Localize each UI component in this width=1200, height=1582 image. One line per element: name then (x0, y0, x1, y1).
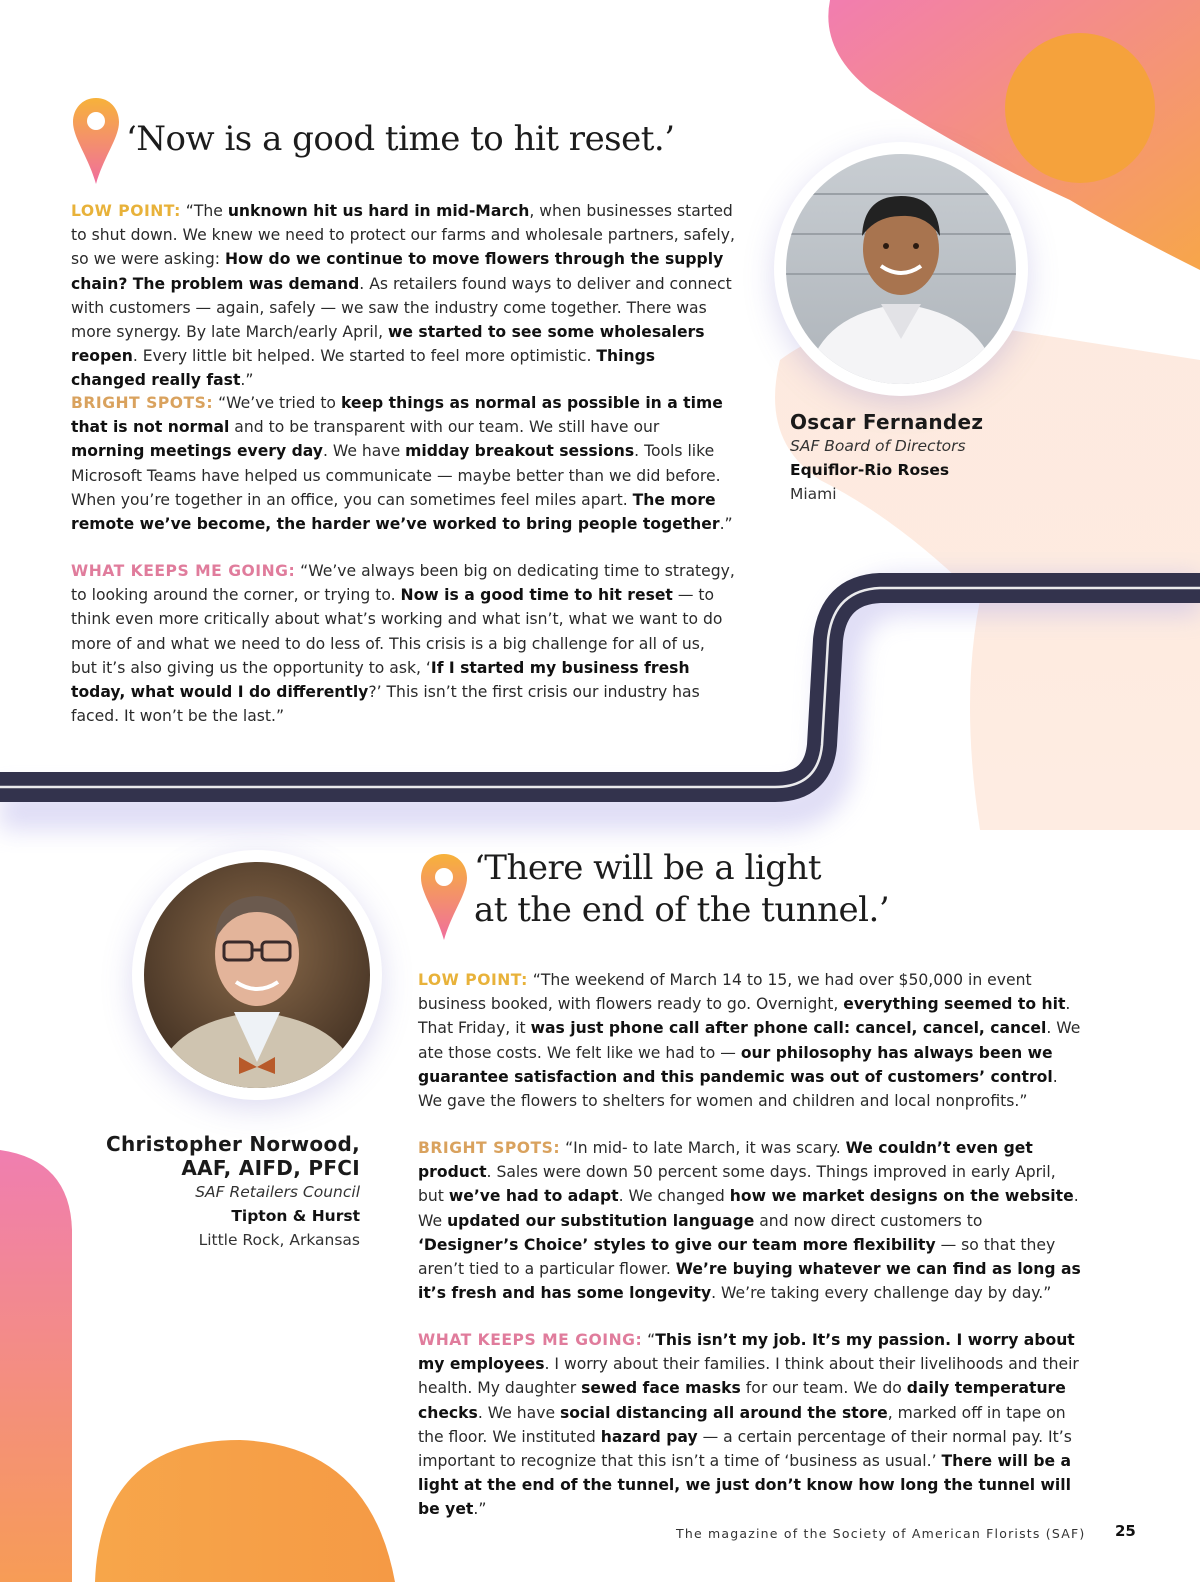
bright-spots-label: BRIGHT SPOTS: (71, 394, 214, 412)
emphasis-text: This isn’t my job. It’s my passion. I worry about my employees (418, 1331, 1075, 1374)
portrait-christopher-norwood (132, 850, 382, 1100)
headline-line-1: ‘There will be a light (474, 848, 822, 888)
emphasis-text: sewed face masks (581, 1379, 741, 1398)
low-point-label: LOW POINT: (71, 202, 181, 220)
emphasis-text: How do we continue to move flowers through the supply chain? The problem was demand (71, 250, 724, 293)
low-point-paragraph-2 (418, 968, 1084, 1113)
bright-spots-paragraph-1 (71, 391, 735, 536)
person-role: SAF Board of Directors (790, 437, 966, 455)
person-photo-icon (144, 862, 370, 1088)
orange-circle (1005, 33, 1155, 183)
bright-spots-label: BRIGHT SPOTS: (418, 1139, 561, 1157)
headline-article-2 (474, 847, 889, 931)
person-city: Little Rock, Arkansas (198, 1231, 360, 1249)
emphasis-text: ‘Designer’s Choice’ styles to give our team more flexibility (418, 1235, 936, 1254)
person-caption-2 (60, 1132, 360, 1252)
emphasis-text: We’re buying whatever we can find as long as it’s fresh and has some longevity (418, 1260, 1081, 1303)
person-name-line-2: AAF, AIFD, PFCI (181, 1156, 360, 1180)
emphasis-text: morning meetings every day (71, 442, 323, 461)
headline-line-2: at the end of the tunnel.’ (474, 890, 890, 930)
location-pin-icon (70, 96, 122, 186)
person-caption-1 (790, 410, 983, 506)
keeps-going-text: “We’ve always been big on dedicating time to strategy, to looking around the corner, or trying to. Now is a good time to hit reset — to think even more critically about what’s working and what isn’t, what we want to do more of and what we need to do less of. This crisis is a big challenge for all of us, but it’s also giving us the opportunity to ask, ‘If I started my business fresh today, what would I do differently?’ This isn’t the first crisis our industry has faced. It won’t be the last.” (71, 562, 735, 726)
bright-spots-text: “We’ve tried to keep things as normal as possible in a time that is not normal and to be transparent with our team. We still have our morning meetings every day. We have midday breakout sessions. Tools like Microsoft Teams have helped us communicate — maybe better than we did before. When you’re together in an office, you can sometimes feel miles apart. The more remote we’ve become, the harder we’ve worked to bring people together.” (71, 394, 733, 534)
emphasis-text: how we market designs on the website (729, 1187, 1074, 1206)
bright-spots-paragraph-2 (418, 1136, 1084, 1305)
portrait-oscar-fernandez (774, 142, 1028, 396)
person-company: Equiflor-Rio Roses (790, 461, 950, 479)
person-role: SAF Retailers Council (195, 1183, 360, 1201)
emphasis-text: keep things as normal as possible in a time that is not normal (71, 394, 723, 437)
emphasis-text: daily temperature checks (418, 1379, 1066, 1422)
emphasis-text: The more remote we’ve become, the harder we’ve worked to bring people together (71, 490, 720, 534)
low-point-paragraph-1 (71, 199, 735, 393)
emphasis-text: We couldn’t even get product (418, 1139, 1033, 1182)
emphasis-text: Things changed really fast (71, 347, 656, 390)
person-name-line-1: Christopher Norwood, (106, 1132, 360, 1156)
emphasis-text: social distancing all around the store (560, 1403, 888, 1422)
emphasis-text: midday breakout sessions (405, 442, 635, 461)
headline-article-1: ‘Now is a good time to hit reset.’ (126, 119, 675, 159)
bottom-orange-shape (95, 1440, 395, 1582)
low-point-label: LOW POINT: (418, 971, 528, 989)
keeps-going-paragraph-2 (418, 1328, 1084, 1522)
emphasis-text: we’ve had to adapt (448, 1187, 619, 1206)
emphasis-text: unknown hit us hard in mid-March (227, 202, 530, 220)
page-number: 25 (1115, 1522, 1136, 1540)
keeps-going-label: WHAT KEEPS ME GOING: (71, 562, 296, 580)
person-company: Tipton & Hurst (231, 1207, 360, 1225)
emphasis-text: our philosophy has always been we guarantee satisfaction and this pandemic was out of customers’ control (418, 1043, 1053, 1086)
keeps-going-text: “This isn’t my job. It’s my passion. I worry about my employees. I worry about their families. I think about their livelihoods and their health. My daughter sewed face masks for our team. We do daily temperature checks. We have social distancing all around the store, marked off in tape on the floor. We instituted hazard pay — a certain percentage of their normal pay. It’s important to recognize that this isn’t a time of ‘business as usual.’ There will be a light at the end of the tunnel, we just don’t know how long the tunnel will be yet.” (418, 1331, 1079, 1519)
emphasis-text: There will be a light at the end of the tunnel, we just don’t know how long the tunnel will be yet (418, 1452, 1072, 1519)
emphasis-text: Now is a good time to hit reset (400, 586, 673, 605)
emphasis-text: everything seemed to hit (843, 995, 1066, 1014)
emphasis-text: If I started my business fresh today, what would I do differently (71, 658, 690, 702)
person-city: Miami (790, 485, 837, 503)
emphasis-text: hazard pay (600, 1427, 698, 1446)
low-point-text: “The weekend of March 14 to 15, we had over $50,000 in event business booked, with flowers ready to go. Overnight, everything seemed to hit. That Friday, it was just phone call after phone call: cancel, cancel, cancel. We ate those costs. We felt like we had to — our philosophy has always been we guarantee satisfaction and this pandemic was out of customers’ control. We gave the flowers to shelters for women and children and local nonprofits.” (418, 971, 1081, 1111)
location-pin-icon (418, 852, 470, 942)
keeps-going-label: WHAT KEEPS ME GOING: (418, 1331, 643, 1349)
bright-spots-text: “In mid- to late March, it was scary. We couldn’t even get product. Sales were down 50 percent some days. Things improved in early April, but we’ve had to adapt. We changed how we market designs on the website. We updated our substitution language and now direct customers to ‘Designer’s Choice’ styles to give our team more flexibility — so that they aren’t tied to a particular flower. We’re buying whatever we can find as long as it’s fresh and has some longevity. We’re taking every challenge day by day.” (418, 1139, 1081, 1303)
footer-text: The magazine of the Society of American Florists (SAF) (676, 1526, 1086, 1541)
low-point-text: “The unknown hit us hard in mid-March, when businesses started to shut down. We knew we need to protect our farms and wholesale partners, safely, so we were asking: How do we continue to move flowers through the supply chain? The problem was demand. As retailers found ways to deliver and connect with customers — again, safely — we saw the industry come together. There was more synergy. By late March/early April, we started to see some wholesalers reopen. Every little bit helped. We started to feel more optimistic. Things changed really fast.” (71, 202, 735, 390)
person-photo-icon (786, 154, 1016, 384)
person-name: Oscar Fernandez (790, 410, 984, 434)
emphasis-text: updated our substitution language (447, 1211, 755, 1230)
emphasis-text: was just phone call after phone call: cancel, cancel, cancel (530, 1019, 1047, 1038)
keeps-going-paragraph-1 (71, 559, 735, 728)
emphasis-text: we started to see some wholesalers reopen (71, 323, 705, 366)
